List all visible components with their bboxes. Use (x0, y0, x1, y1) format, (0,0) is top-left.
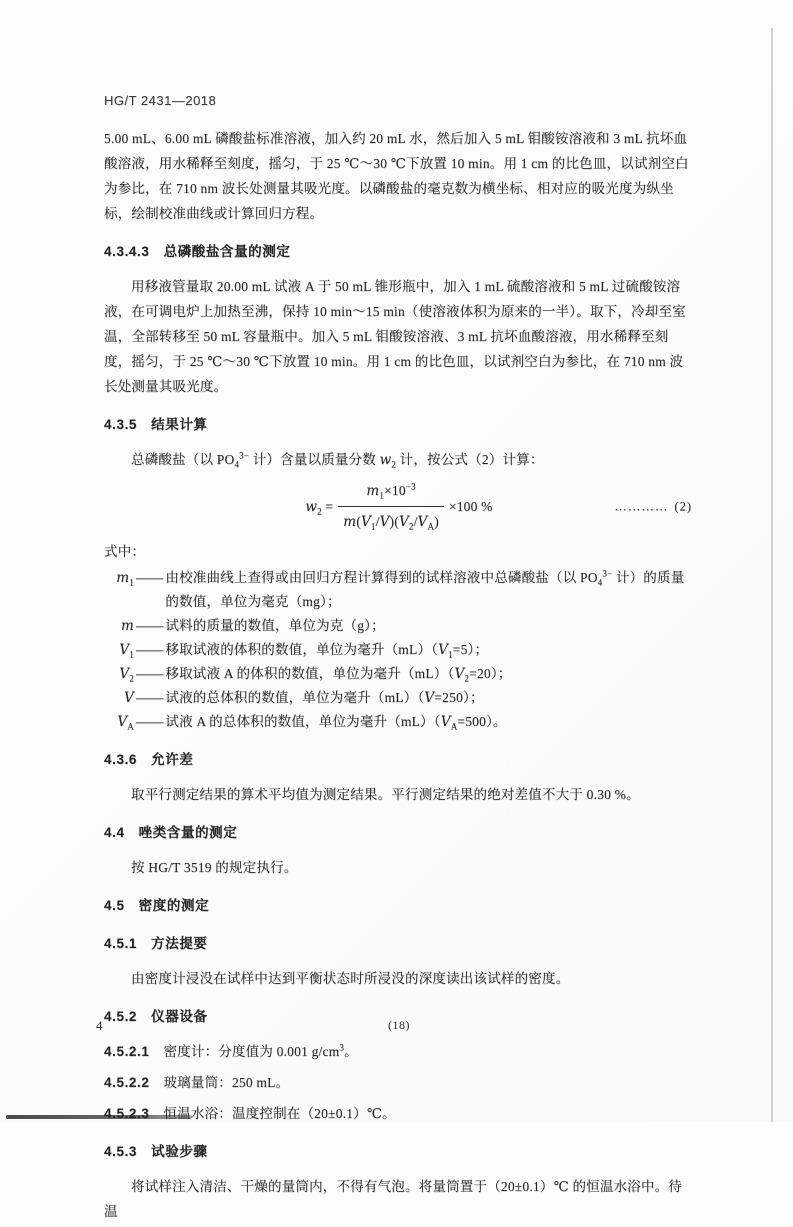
where-label: 式中： (104, 544, 146, 559)
clause-number: 4.5.2.2 (104, 1075, 150, 1090)
page-content (104, 88, 694, 1227)
clause-text: 恒温水浴：温度控制在（20±0.1）℃。 (163, 1106, 396, 1121)
heading-4-5: 4.5 密度的测定 (104, 898, 210, 913)
formula-number (614, 494, 692, 519)
paragraph-azole-reference: 按 HG/T 3519 的规定执行。 (131, 860, 298, 875)
formula-fraction (338, 478, 444, 535)
heading-4-3-4-3: 4.3.4.3 总磷酸盐含量的测定 (104, 244, 291, 259)
formula-expression (104, 478, 694, 535)
definition-desc: 移取试液 A 的体积的数值，单位为毫升$(mL)(V_2=20)$； (165, 666, 512, 684)
definition-dash: —— (136, 714, 164, 729)
paragraph-tolerance: 取平行测定结果的算术平均值为测定结果。平行测定结果的绝对差值不大于 0.30 %。 (131, 787, 640, 802)
page-number: 4 (96, 1018, 103, 1033)
definition-row-va (104, 710, 694, 734)
definition-desc: 试液的总体积的数值，单位为毫升（mL）（V=250）； (165, 690, 484, 706)
definition-dash: —— (136, 642, 164, 657)
definition-term: $V_A$ (117, 714, 134, 732)
formula-2 (104, 478, 694, 535)
definition-dash: —— (136, 618, 164, 633)
formula-numerator: $m_1\times 10^{-3}$ (338, 478, 444, 507)
definition-term: $V_2$ (119, 666, 134, 684)
definition-term: V (124, 690, 134, 706)
formula-multiplier: ×100 % (448, 499, 493, 514)
definition-row-v (104, 686, 694, 710)
paragraph-total-phosphate-procedure: 用移液管量取 20.00 mL 试液 A 于 50 mL 锥形瓶中，加入 1 mL 硫酸溶液和 5 mL 过硫酸铵溶液，在可调电炉上加热至沸，保持 10 min～15 min（使溶液体积为原来的一半）。取下，冷却至室温，全部转移至 50 mL 容量瓶中。加入 5 mL 钼酸铵溶液、3 mL 抗坏血酸溶液，用水稀释至刻度，摇匀，于 25 ℃～30 ℃下放置 10 min。用 1 cm 的比色皿，以试剂空白为参比，在 710 nm 波长处测量其吸光度。 (104, 279, 686, 394)
clause-number: 4.5.2.3 (104, 1106, 150, 1121)
definition-row-m1 (104, 566, 694, 614)
clause-text: 玻璃量筒：250 mL。 (163, 1075, 290, 1090)
definition-desc: 移取试液的体积的数值，单位为毫升$(mL)(V_1=5)$； (165, 642, 489, 660)
standard-number-header: HG/T 2431—2018 (104, 93, 217, 108)
definition-row-m (104, 614, 694, 638)
definition-term: m (120, 618, 134, 634)
heading-4-5-3: 4.5.3 试验步骤 (104, 1144, 208, 1159)
paragraph-method-summary: 由密度计浸没在试样中达到平衡状态时所浸没的深度读出该试样的密度。 (131, 971, 570, 986)
center-page-number: (18) (388, 1018, 410, 1032)
equipment-item-cylinder (104, 1070, 694, 1095)
definition-row-v2 (104, 662, 694, 686)
heading-4-3-6: 4.3.6 允许差 (104, 752, 194, 767)
scan-edge-line (771, 28, 773, 1122)
page-footer (96, 1018, 694, 1038)
definition-desc: 由校准曲线上查得或由回归方程计算得到的试样溶液中总磷酸盐（以 $PO_4^{3-}$ 计）的质量的数值，单位为毫克（mg）； (165, 568, 685, 609)
definition-desc: 试料的质量的数值，单位为克（g）； (165, 618, 385, 633)
paragraph-formula-lead: 总磷酸盐（以 $PO_4^{3-}$ 计）含量以质量分数 $w_2$ 计，按公式（2）计算： (131, 450, 544, 470)
paragraph-calibration-continuation: 5.00 mL、6.00 mL 磷酸盐标准溶液，加入约 20 mL 水，然后加入 5 mL 钼酸铵溶液和 3 mL 抗坏血酸溶液，用水稀释至刻度，摇匀，于 25 ℃～30 ℃下放置 10 min。用 1 cm 的比色皿，以试剂空白为参比，在 710 nm 波长处测量其吸光度。以磷酸盐的毫克数为横坐标、相对应的吸光度为纵坐标，绘制校准曲线或计算回归方程。 (104, 131, 689, 221)
definitions-list (104, 566, 694, 734)
definition-term: $m_1$ (116, 570, 134, 588)
clause-text: 密度计：分度值为 0.001 $g/cm^3$。 (163, 1042, 358, 1059)
formula-denominator: $m(V_1/V)(V_2/V_A)$ (343, 514, 439, 532)
formula-label: (2) (674, 499, 692, 513)
definition-dash: —— (136, 666, 164, 681)
formula-dots: ………… (614, 499, 669, 513)
heading-4-5-2: 4.5.2 仪器设备 (104, 1009, 208, 1024)
equipment-item-densimeter (104, 1039, 694, 1064)
definition-dash: —— (136, 690, 164, 705)
clause-number: 4.5.2.1 (104, 1044, 150, 1059)
definition-term: $V_1$ (119, 642, 134, 660)
formula-lhs: $w_2$ = (305, 498, 334, 517)
definition-dash: —— (136, 570, 164, 585)
heading-4-5-1: 4.5.1 方法提要 (104, 936, 208, 951)
definition-row-v1 (104, 638, 694, 662)
equipment-item-waterbath (104, 1101, 694, 1126)
heading-4-4: 4.4 唑类含量的测定 (104, 825, 238, 840)
paragraph-test-procedure: 将试样注入清洁、干燥的量筒内，不得有气泡。将量筒置于（20±0.1）℃ 的恒温水浴中。待温 (104, 1179, 683, 1219)
definition-desc: 试液 A 的总体积的数值，单位为毫升$(mL)(V_A=500)$。 (165, 714, 507, 732)
heading-4-3-5: 4.3.5 结果计算 (104, 417, 208, 432)
